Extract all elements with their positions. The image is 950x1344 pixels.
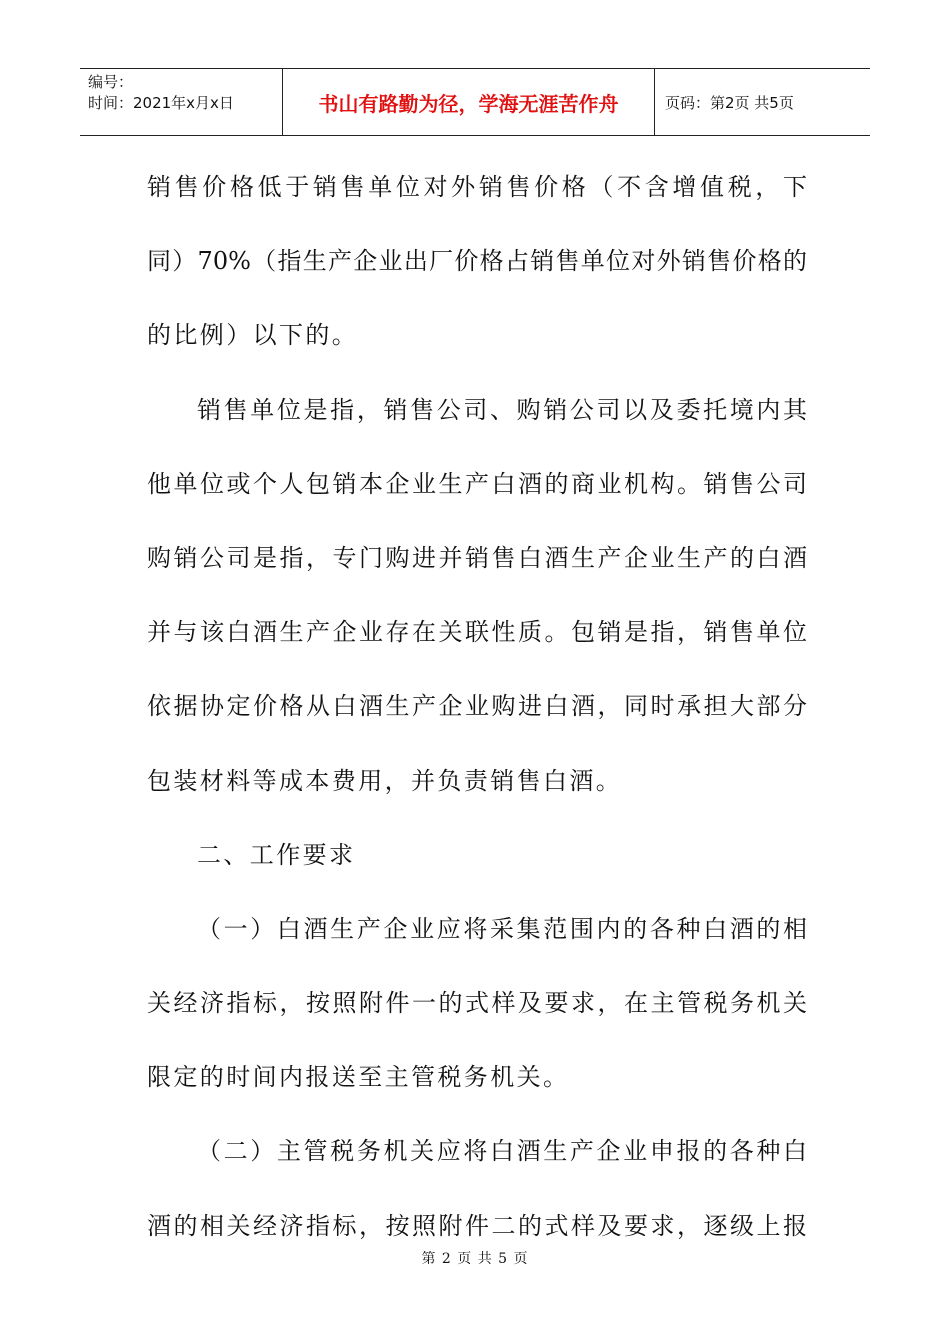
header-motto: 书山有路勤为径，学海无涯苦作舟 [283,69,655,135]
text-line: 购销公司是指，专门购进并销售白酒生产企业生产的白酒 [147,543,807,572]
text-line: 限定的时间内报送至主管税务机关。 [147,1063,570,1092]
page-header [80,68,870,136]
text-line: 依据协定价格从白酒生产企业购进白酒，同时承担大部分 [147,692,807,721]
header-meta [80,69,283,135]
text-line: 销售价格低于销售单位对外销售价格（不含增值税，下 [147,173,807,201]
text-line: 的比例）以下的。 [147,321,359,350]
text-line: 他单位或个人包销本企业生产白酒的商业机构。销售公司 [147,469,807,498]
text-line: 包装材料等成本费用，并负责销售白酒。 [147,766,623,795]
text-line: 同）70%（指生产企业出厂价格占销售单位对外销售价格的 [147,247,807,276]
page-footer: 第 2 页 共 5 页 [421,1251,529,1267]
text-line: （二）主管税务机关应将白酒生产企业申报的各种白 [197,1137,807,1166]
section-heading: 二、工作要求 [197,840,356,869]
text-line: 并与该白酒生产企业存在关联性质。包销是指，销售单位 [147,618,807,647]
header-page-number: 页码：第2页 共5页 [665,93,794,112]
doc-number-label: 编号： [88,73,134,91]
text-line: 酒的相关经济指标，按照附件二的式样及要求，逐级上报 [147,1211,807,1240]
doc-time-label: 时间：2021年x月x日 [88,94,234,112]
text-line: （一）白酒生产企业应将采集范围内的各种白酒的相 [197,914,807,943]
document-body [147,157,807,1270]
text-line: 关经济指标，按照附件一的式样及要求，在主管税务机关 [147,989,807,1018]
text-line: 销售单位是指，销售公司、购销公司以及委托境内其 [197,395,807,424]
